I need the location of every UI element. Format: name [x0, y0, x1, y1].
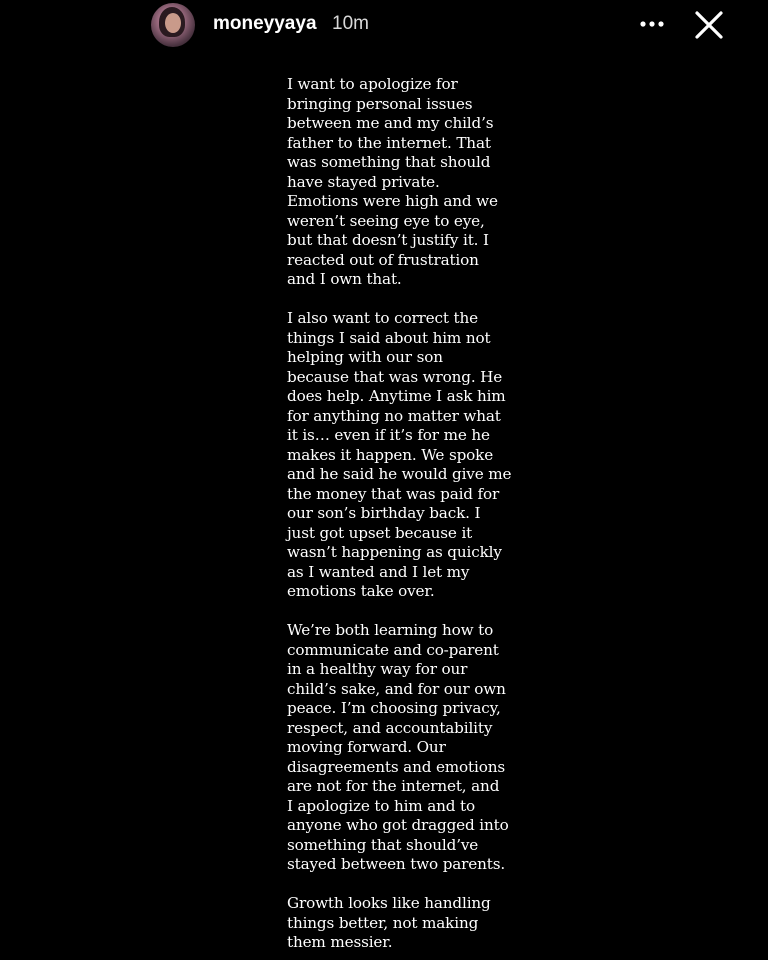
story-paragraph: I also want to correct the things I said about him not helping with our son because that was wrong. He does help. Anytime I ask him for anything no matter what it is… even if it’s for me he makes it happen. We spoke and he said he would give me the money that was paid for our son’s birthday back. I just got upset because it wasn’t happening as quickly as I wanted and I let my emotions take over. — [287, 309, 512, 600]
story-paragraph: I want to apologize for bringing personal issues between me and my child’s father to the internet. That was something that should have stayed private. Emotions were high and we weren’t seeing eye to eye, but that doesn’t justify it. I reacted out of frustration and I own that. — [287, 75, 498, 288]
story-text-card — [287, 75, 517, 953]
story-paragraph: Growth looks like handling things better, not making them messier. — [287, 894, 491, 951]
story-header — [0, 0, 768, 50]
avatar[interactable] — [151, 3, 195, 47]
close-button[interactable] — [690, 6, 728, 44]
timestamp: 10m — [332, 13, 369, 34]
more-horizontal-icon — [636, 12, 668, 36]
more-options-button[interactable] — [636, 12, 668, 36]
story-paragraph: We’re both learning how to communicate and co-parent in a healthy way for our child’s sake, and for our own peace. I’m choosing privacy, respect, and accountability moving forward. Our disagreements and emotions are not for the internet, and I apologize to him and to anyone who got dragged into something that should’ve stayed between two parents. — [287, 621, 509, 873]
username[interactable]: moneyyaya — [213, 13, 317, 34]
close-icon — [690, 6, 728, 44]
avatar-face — [165, 13, 181, 33]
